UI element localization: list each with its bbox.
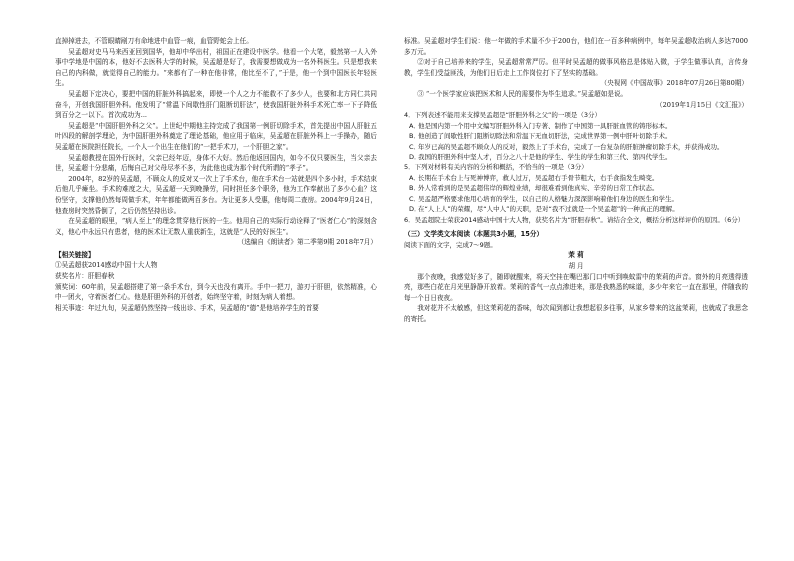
story-paragraph: 那个夜晚，我感觉好多了，随即就醒来，将天空挂在嘴巴那门口中听到唤蚊雷中的茉莉的声音。窗外的月亮透得透亮，那些白花在月光里静静开放着。茉莉的香气一点点渗进来，那是我熟悉的味道，多少年来它一直在那里，伴随我的每一个日日夜夜。 [404,272,748,302]
story-author: 胡 月 [568,261,584,270]
paragraph: 直掉掉进去，不管眼睛剐刀有命地进中血管一痕，血管野蛇会上任。 [55,37,253,45]
option-key: A． [409,173,420,182]
story-title: 茉 莉 [568,251,584,260]
option-key: B． [409,184,420,193]
paragraph: 标准。吴孟超对学生们说：他一年做的手术量不少于200台，他们在一百多种病例中，每年吴孟超收治病人多达7000多万元。 [404,37,748,56]
option-text: 我国的肝胆外科中坚人才，百分之八十是他的学生、学生的学生和第三代、第四代学生。 [418,152,672,161]
option-key: C． [409,142,421,151]
question-6: 6．吴孟超院士荣获2014感动中国十大人物，获奖名片为“肝胆春秋”。请结合全文，概括分析这样评价的原因。（6分） [404,215,745,224]
source-note: （央视网《中国故事》2018年07月26日第80期） [600,79,748,88]
option-text: 外人常看到的是吴孟超伟岸的辉煌业绩，却很难看到他真实、辛劳的日常工作状态。 [418,184,659,193]
section-intro: 阅读下面的文字，完成7～9题。 [404,240,497,249]
related-item: 相关事迹：年过九旬，吴孟超仍然坚持一线出诊、手术，吴孟超的“德”是他培养学生的首要 [55,303,319,312]
option-key: C． [409,194,421,203]
paragraph: 吴孟超下定决心，要把中国的肝脏外科搞起来，即使一个人之力不能救不了多少人，也要和北方同仁共同奋斗，开创我国肝胆外科。他发明了“常温下间歇性肝门阻断切肝法”，使我国肝脏外科手术死亡率一下子降低到百分之一以下。首次成功为... [55,89,377,120]
question-5-option-b [404,183,748,193]
related-links-title: 【相关链接】 [55,250,95,259]
question-4-option-a [404,121,748,131]
option-text: 长期在手术台上与死神博弈，救人过万，吴孟超右手骨节粗大，右手食指发生畸变。 [418,173,659,182]
left-column [55,36,377,313]
paragraph: 在吴孟超的眼里，“病人至上”的理念贯穿他行医的一生。他用自己的实际行动诠释了“医者仁心”的深刻含义，他心中永远只有患者，他的医术让无数人重获新生，这就是“人民的好医生”。 [55,217,377,236]
related-item: ①吴孟超获2014感动中国十大人物 [55,261,158,270]
option-key: D． [409,152,421,161]
option-text: 在“人上人”的荣耀，尽“人中人”的天职，是对“我不过就是一个吴孟超”的一种真正的理解。 [418,205,679,214]
option-text: 他创造了间歇性肝门阻断切除法和常温下无血切肝法，完成世界第一例中肝叶切除手术。 [418,132,672,141]
paragraph: 吴孟超对史马马来西亚回到国华，他却中华出村，祖国正在建设中医学。他看一个大笔，毅然第一人入外事中学地是中国的本，他好不去医科大学的时候，吴孟超是好了，我需要想做成为一名外科医生。只是想我来自己的内科做，就觉得自己的能力。“来都有了一种在他非常，他比至不了，”于是，他一个到中国医长年轻医生。 [55,47,377,88]
question-5-option-a [404,173,748,183]
paragraph: 2004年，82岁的吴孟超，不顾众人的反对又一次上了手术台，他在手术台一站就是四个多小时，手术结束后他几乎瘫坐。手术的难度之大，吴孟超一天到晚操劳，同时担任多个职务，他为工作奉献出了多少心血？这份坚守，支撑他仍然每周做手术，年年都能做两百多台。为让更多人受惠，他每周二查房。2004年9月24日，他查房时突然昏倒了，之后仍然坚持出诊。 [55,174,377,215]
related-item: 获奖名片：肝胆春秋 [55,272,115,281]
source-note: （2019年1月15日《文汇报》） [655,100,748,109]
question-5-option-d [404,204,748,214]
section-title: （三）文学类文本阅读（本题共3小题，15分） [404,230,544,239]
option-text: 吴孟超严格要求他用心培育的学生，以自己的人格魅力深深影响着他们身边的医生和学生。 [418,194,678,203]
option-key: D． [409,205,421,214]
question-4-option-d [404,152,748,162]
question-5-option-c [404,194,748,204]
option-key: A． [409,121,420,130]
question-4-option-b [404,131,748,141]
question-4: 4．下列表述不能用来支撑吴孟超是“肝胆外科之父”的一项是（3分） [404,111,602,120]
paragraph: 吴孟超是“中国肝胆外科之父”。上世纪中期他主持完成了我国第一例肝切除手术，首先提出中国人肝脏五叶四段的解剖学理论，为中国肝胆外科奠定了理论基础，他应用于临床，吴孟超在肝脏外科上一手操办，随后吴孟超在医院担任院长，一个人一个出生在他们的“一把手术刀，一个肝胆之家”。 [55,121,377,151]
option-text: 年岁已高的吴孟超不顾众人的反对，毅然上了手术台，完成了一台复杂的肝脏肿瘤切除手术，并获得成功。 [418,142,724,151]
paragraph: ②对于自己培养来的学生，吴孟超常常严厉。但平时吴孟超的做事风格总是体贴入微，于学生做事认真，言传身教，学生们受益匪浅，为他们日后走上工作岗位打下了坚实的基础。 [404,58,748,77]
right-column [404,36,748,325]
story-paragraph: 我对花并不太敏感，但这茉莉花的香味，每次闻到都让我想起很多往事，从家乡带来的这盆茉莉，也就成了我思念的寄托。 [404,304,748,323]
question-4-option-c [404,142,748,152]
option-text: 他是国内第一个用中文编写肝胆外科入门专著、制作了中国第一具肝脏血管的铸形标本。 [418,121,672,130]
question-5: 5．下列对材料有关内容的分析和概括，不恰当的一项是（3分） [404,163,588,172]
quote: ③ “一个医学家应该把医术和人民的需要作为毕生追求。”吴孟超如是说。 [417,89,628,98]
paragraph: 吴孟超教授在国外行医时，父亲已经年迈，身体不大好。然后他返回国内，如今不仅只要医生，当父亲去世，吴孟超十分悲痛，后悔自己对父母尽孝不多，为此他也成为那个时代所谓的“孝子”。 [55,153,377,173]
related-item: 颁奖词：60年前，吴孟超搭建了第一条手术台，到今天也没有离开。手中一把刀，游刃于肝胆，依然精准，心中一团火，守着医者仁心。他是肝胆外科的开创者，始终坚守着，时刻为病人着想。 [55,282,377,302]
option-key: B． [409,132,420,141]
source-note: （选编自《朗读者》第二季第9期 2018年7月） [237,238,377,247]
